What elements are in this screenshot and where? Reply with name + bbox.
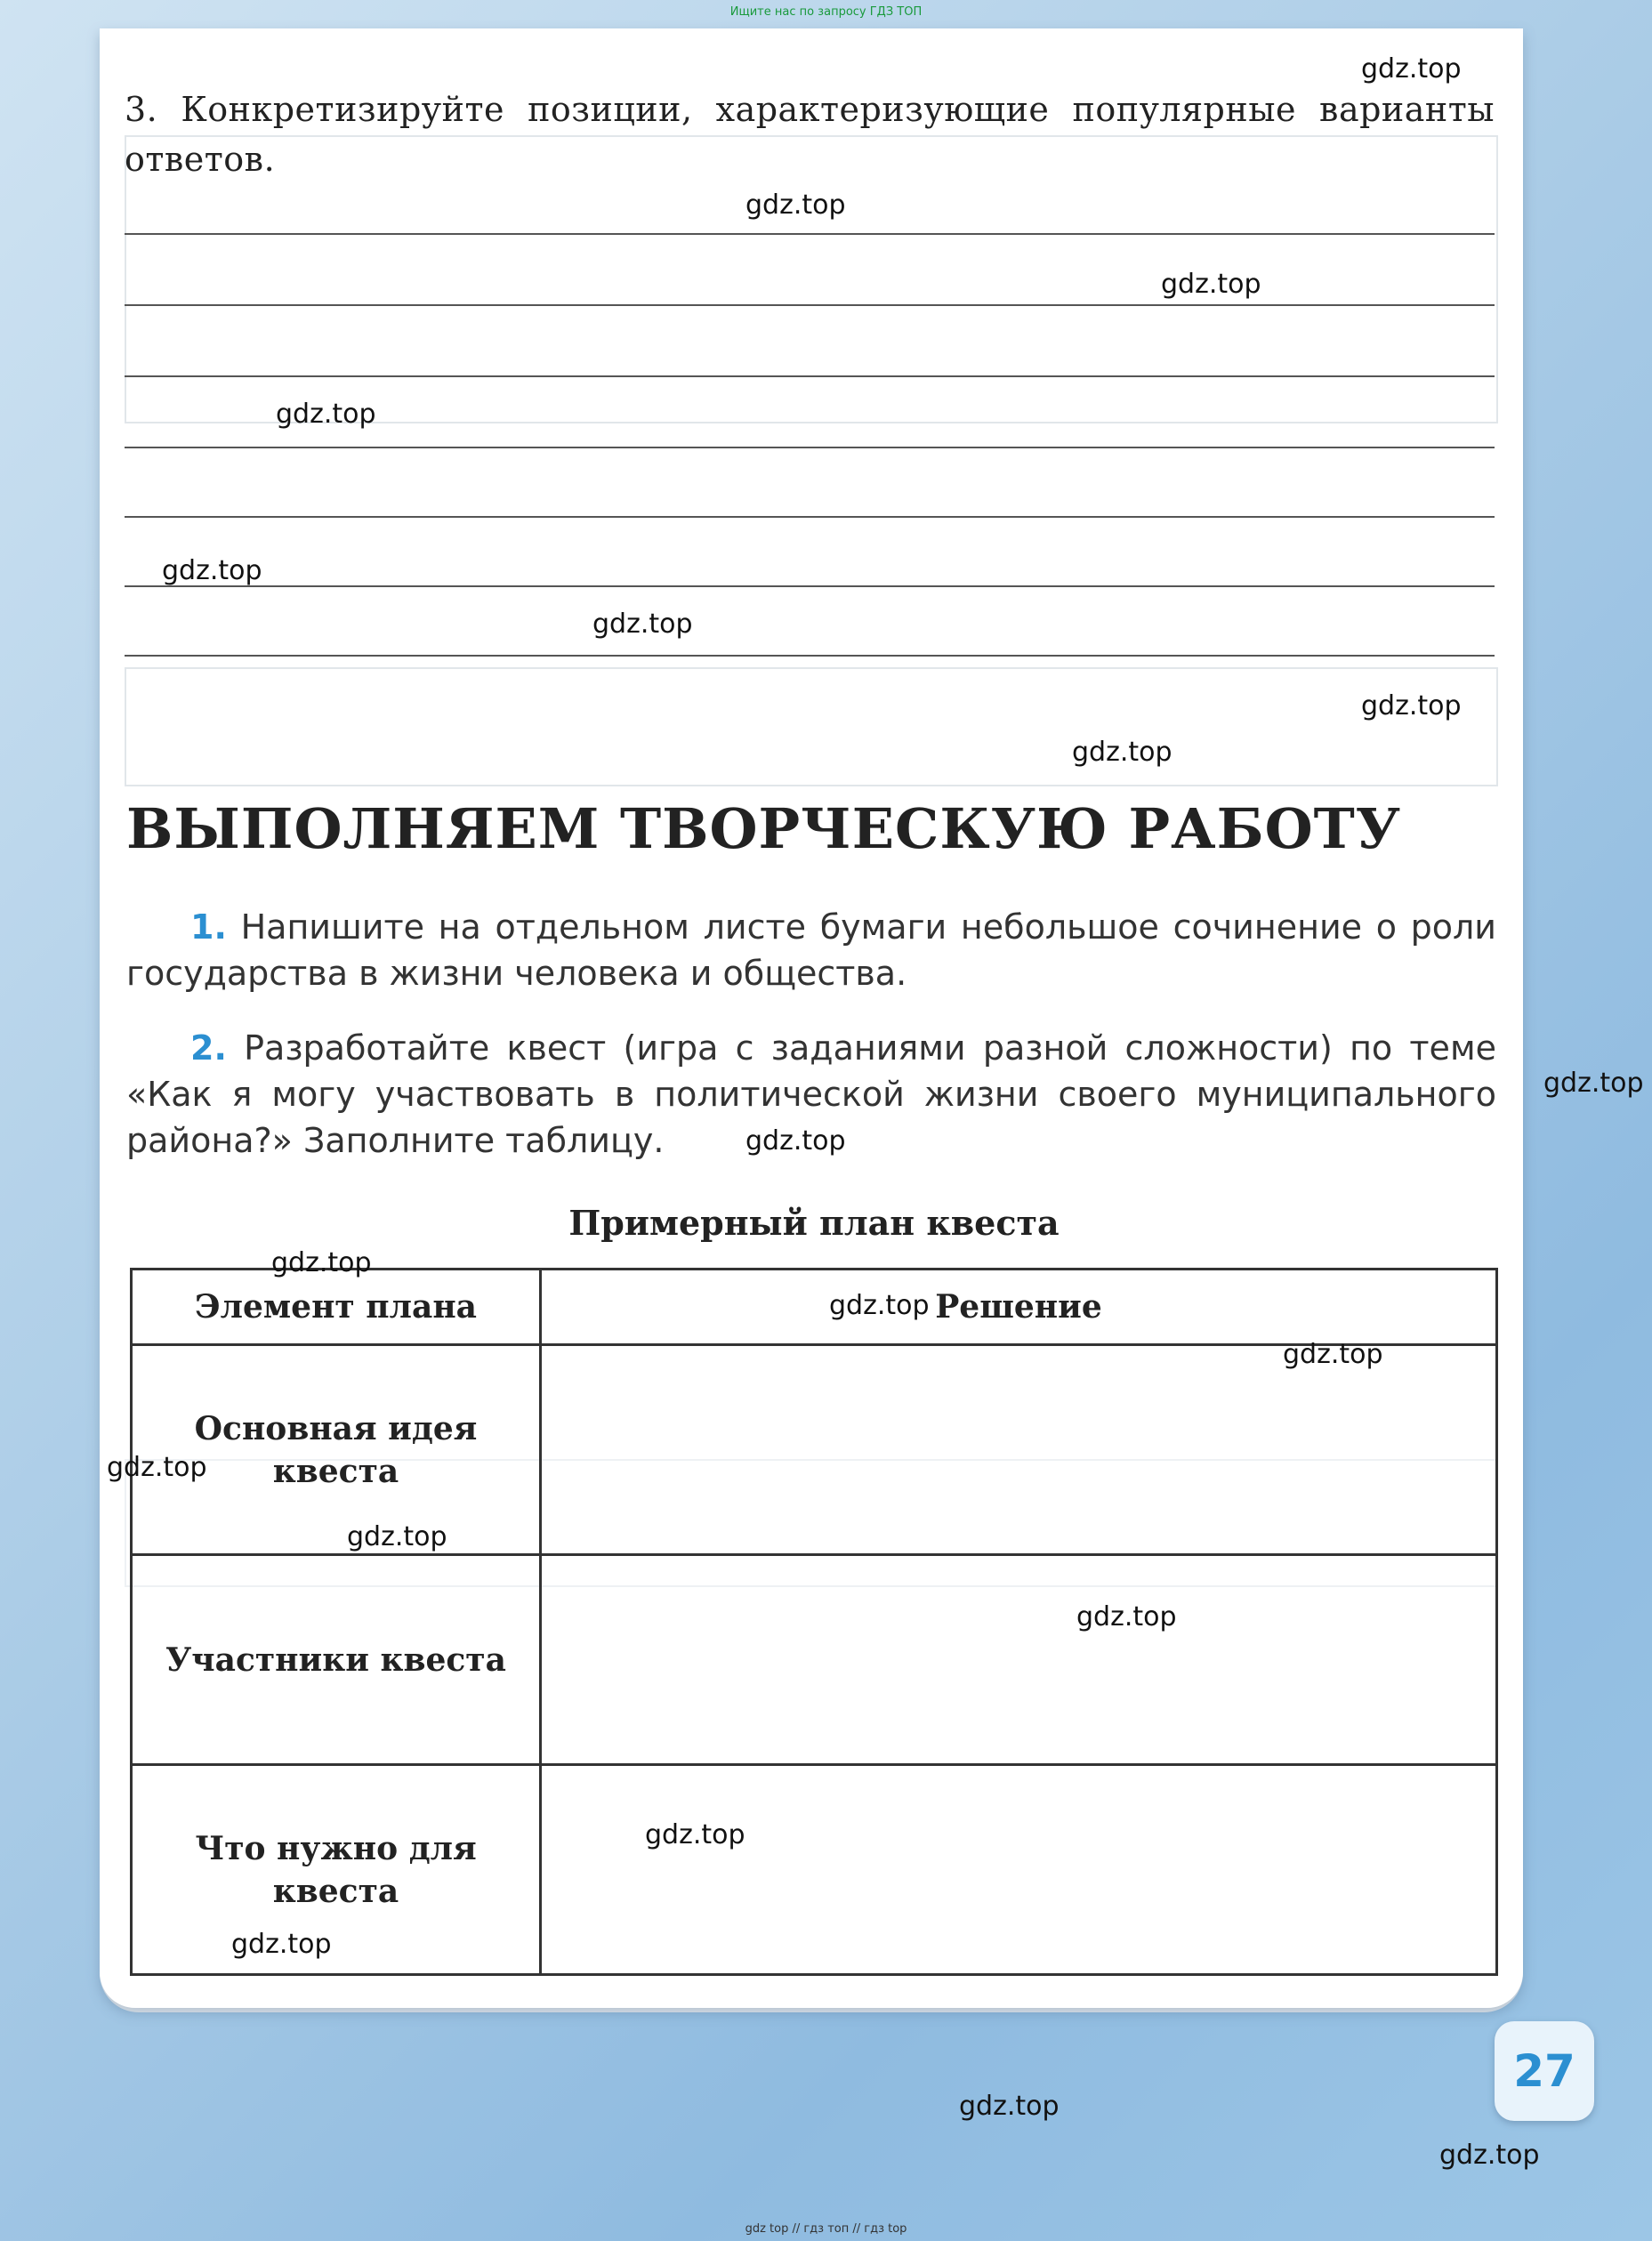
table-row [132,1345,1497,1555]
task-1 [126,904,1496,996]
task-1-number: 1. [190,907,227,947]
watermark: gdz.top [1161,269,1261,300]
watermark: gdz.top [592,609,693,640]
watermark: gdz.top [1072,737,1173,768]
row-label-requirements: Что нужно для квеста [132,1765,541,1975]
answer-line[interactable] [125,655,1495,657]
watermark: gdz.top [162,555,262,586]
table-row [132,1555,1497,1765]
row-label-participants: Участники квеста [132,1555,541,1765]
watermark: gdz.top [1076,1601,1177,1632]
watermark: gdz.top [1283,1339,1383,1370]
table-title: Примерный план квеста [568,1203,1060,1243]
answer-cell-idea[interactable] [541,1345,1497,1555]
watermark: gdz.top [745,1125,846,1157]
watermark: gdz.top [231,1929,332,1960]
question-3: 3. Конкретизируйте позиции, характеризующие популярные варианты ответов. [125,90,1495,179]
page-number: 27 [1495,2021,1594,2121]
watermark: gdz.top [745,189,846,221]
answer-line[interactable] [125,304,1495,306]
task-2-text: Разработайте квест (игра с заданиями разной сложности) по теме «Как я могу участвовать в политической жизни своего муниципального района?» Заполните таблицу. [126,1028,1496,1160]
answer-line[interactable] [125,516,1495,518]
bottom-footer: gdz top // гдз топ // гдз top [745,2222,907,2236]
watermark: gdz.top [1361,690,1462,721]
quest-plan-table [130,1268,1498,1976]
answer-line[interactable] [125,447,1495,448]
watermark: gdz.top [107,1452,207,1483]
top-notice: Ищите нас по запросу ГДЗ ТОП [729,5,923,19]
answer-cell-participants[interactable] [541,1555,1497,1765]
watermark: gdz.top [829,1290,930,1321]
watermark: gdz.top [959,2091,1060,2122]
watermark: gdz.top [271,1247,372,1278]
row-label-idea: Основная идея квеста [132,1345,541,1555]
table-header-row [132,1270,1497,1345]
watermark: gdz.top [1361,53,1462,85]
watermark: gdz.top [347,1521,447,1552]
answer-cell-requirements[interactable] [541,1765,1497,1975]
task-2-number: 2. [190,1028,227,1068]
answer-line[interactable] [125,375,1495,377]
watermark: gdz.top [1543,1068,1644,1099]
header-solution: Решение [541,1270,1497,1345]
bleed-through-table-bottom [125,667,1498,786]
watermark: gdz.top [276,399,376,430]
table-row [132,1765,1497,1975]
watermark: gdz.top [645,1819,745,1850]
header-element: Элемент плана [132,1270,541,1345]
task-1-text: Напишите на отдельном листе бумаги небольшое сочинение о роли государства в жизни человека и общества. [126,907,1496,993]
answer-line[interactable] [125,585,1495,587]
watermark: gdz.top [1439,2140,1540,2171]
section-title: ВЫПОЛНЯЕМ ТВОРЧЕСКУЮ РАБОТУ [126,796,1402,861]
answer-line[interactable] [125,233,1495,235]
